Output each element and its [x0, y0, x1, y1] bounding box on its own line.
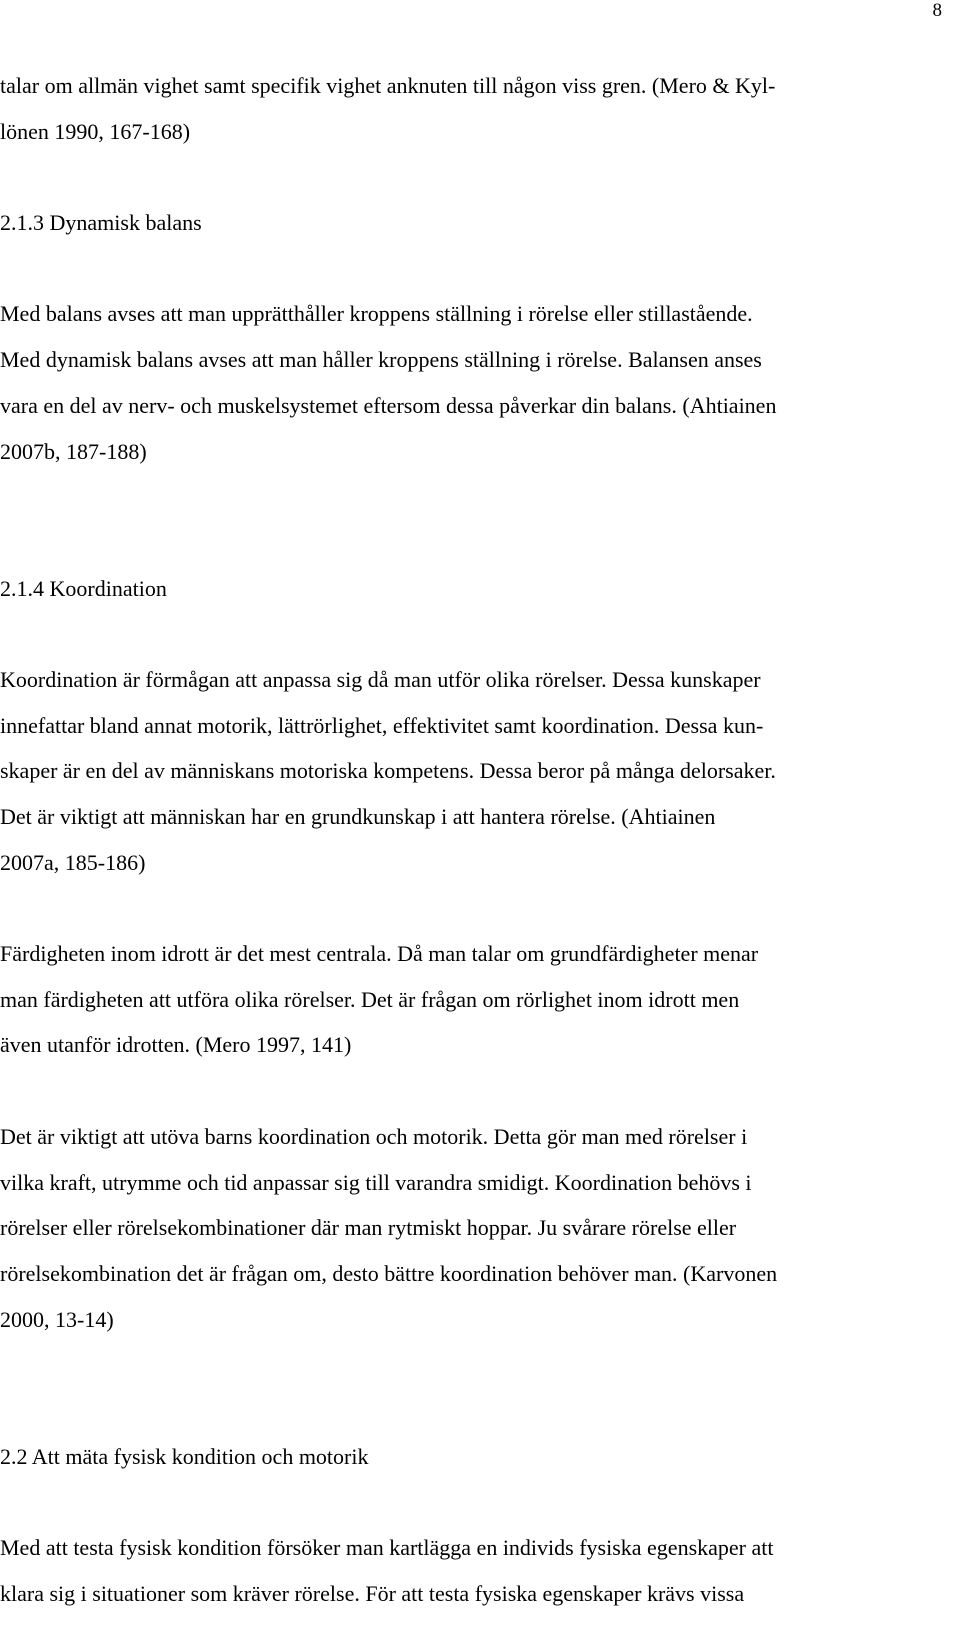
text-line: vara en del av nerv- och muskelsystemet eftersom dessa påverkar din balans. (Ahtiainen — [0, 392, 777, 418]
text-line: Med att testa fysisk kondition försöker man kartlägga en individs fysiska egenskaper att — [0, 1535, 774, 1561]
text-line: Det är viktigt att människan har en grundkunskap i att hantera rörelse. (Ahtiainen — [0, 804, 716, 830]
section-heading-koordination: 2.1.4 Koordination — [0, 575, 167, 601]
paragraph-koordination — [0, 657, 928, 885]
paragraph-barns-koordination — [0, 1114, 928, 1342]
text-line: innefattar bland annat motorik, lättrörlighet, effektivitet samt koordination. Dessa kun- — [0, 712, 764, 738]
text-line: Med dynamisk balans avses att man håller kroppens ställning i rörelse. Balansen anses — [0, 347, 762, 373]
text-line: klara sig i situationer som kräver rörelse. För att testa fysiska egenskaper krävs vissa — [0, 1580, 745, 1606]
section-heading-att-mata: 2.2 Att mäta fysisk kondition och motorik — [0, 1443, 369, 1469]
text-line: 2007a, 185-186) — [0, 849, 146, 875]
text-line: talar om allmän vighet samt specifik vighet anknuten till någon viss gren. (Mero & Kyl- — [0, 73, 776, 98]
paragraph-testa-kondition — [0, 1525, 928, 1616]
section-heading-dynamisk-balans: 2.1.3 Dynamisk balans — [0, 210, 202, 236]
text-line: skaper är en del av människans motoriska kompetens. Dessa beror på många delorsaker. — [0, 758, 776, 784]
text-line: man färdigheten att utföra olika rörelser. Det är frågan om rörlighet inom idrott men — [0, 986, 740, 1012]
text-line: Med balans avses att man upprätthåller kroppens ställning i rörelse eller stillastående. — [0, 301, 753, 327]
text-line: vilka kraft, utrymme och tid anpassar sig till varandra smidigt. Koordination behövs i — [0, 1169, 752, 1195]
paragraph-continuation — [0, 63, 928, 154]
text-line: rörelser eller rörelsekombinationer där man rytmiskt hoppar. Ju svårare rörelse eller — [0, 1215, 737, 1241]
text-line: Färdigheten inom idrott är det mest centrala. Då man talar om grundfärdigheter menar — [0, 941, 759, 967]
text-line: 2007b, 187-188) — [0, 438, 147, 464]
text-line: lönen 1990, 167-168) — [0, 118, 191, 144]
document-body — [0, 63, 928, 1616]
text-line: rörelsekombination det är frågan om, desto bättre koordination behöver man. (Karvonen — [0, 1260, 778, 1286]
text-line: Koordination är förmågan att anpassa sig då man utför olika rörelser. Dessa kunskaper — [0, 666, 761, 692]
text-line: Det är viktigt att utöva barns koordination och motorik. Detta gör man med rörelser i — [0, 1123, 748, 1149]
text-line: även utanför idrotten. (Mero 1997, 141) — [0, 1032, 352, 1058]
page-number: 8 — [932, 0, 942, 21]
text-line: 2000, 13-14) — [0, 1306, 114, 1332]
paragraph-balans — [0, 291, 928, 474]
paragraph-fardigheten — [0, 931, 928, 1068]
